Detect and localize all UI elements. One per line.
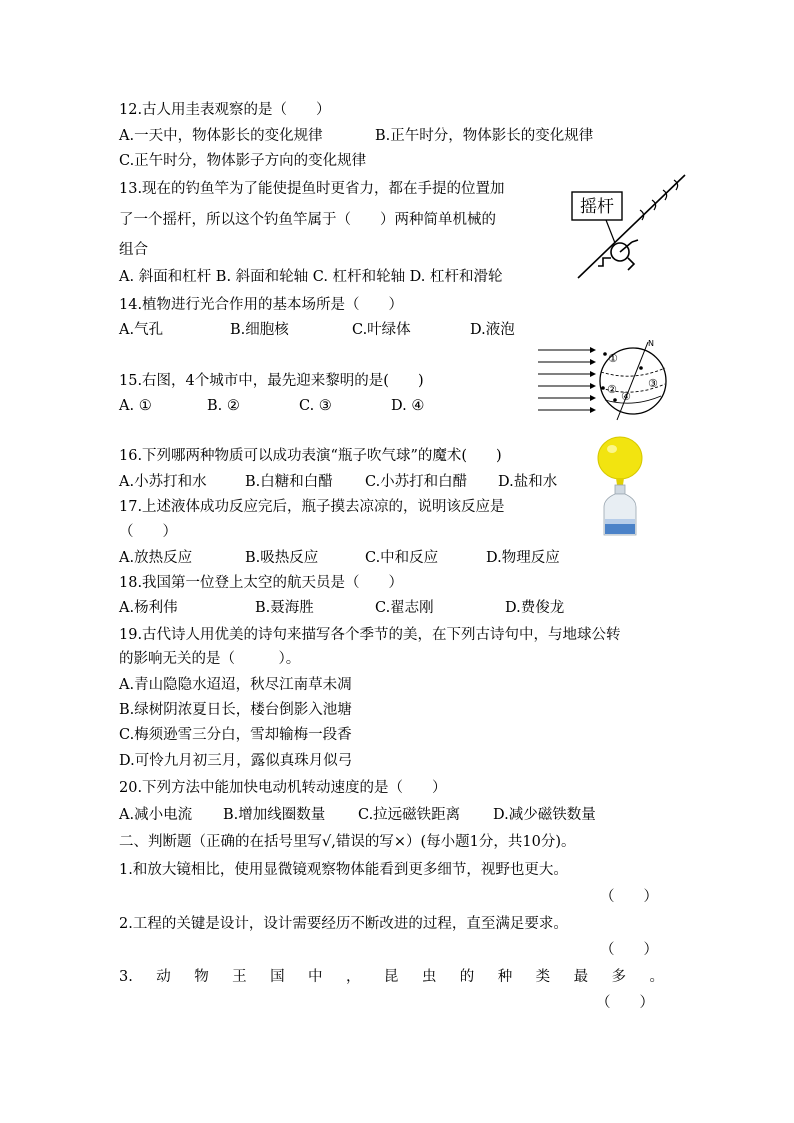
- q20-option-a: A.减小电流: [119, 807, 193, 823]
- q17-option-a: A.放热反应: [119, 550, 193, 566]
- judgement-2: 2.工程的关键是设计，设计需要经历不断改进的过程，直至满足要求。: [119, 916, 568, 932]
- judgement-3-char: 虫: [421, 969, 437, 985]
- q18-stem: 18.我国第一位登上太空的航天员是（ ）: [119, 575, 404, 591]
- q17-option-b: B.吸热反应: [245, 550, 319, 566]
- q12-stem: 12.古人用圭表观察的是（ ）: [119, 102, 331, 118]
- bottle-balloon-figure: [590, 433, 650, 538]
- q19-stem-line2: 的影响无关的是（ ）。: [119, 651, 301, 667]
- city-3-label: ③: [648, 377, 658, 390]
- north-pole-label: N: [648, 339, 654, 348]
- q20-option-b: B.增加线圈数量: [223, 807, 326, 823]
- q14-option-c: C.叶绿体: [352, 322, 411, 338]
- q20-stem: 20.下列方法中能加快电动机转动速度的是（ ）: [119, 780, 447, 796]
- q13-stem-line2: 了一个摇杆，所以这个钓鱼竿属于（ ）两种简单机械的: [119, 212, 496, 228]
- q13-stem-line3: 组合: [119, 242, 148, 258]
- globe-sunlight-figure: [535, 338, 665, 422]
- q18-option-b: B.聂海胜: [255, 600, 314, 616]
- q18-option-d: D.费俊龙: [505, 600, 565, 616]
- q16-option-c: C.小苏打和白醋: [365, 474, 468, 490]
- q15-stem: 15.右图，4个城市中，最先迎来黎明的是( ): [119, 373, 424, 389]
- judgement-1: 1.和放大镜相比，使用显微镜观察物体能看到更多细节，视野也更大。: [119, 862, 568, 878]
- section2-title: 二、判断题（正确的在括号里写√,错误的写×）(每小题1分，共10分)。: [119, 834, 576, 850]
- judgement-3-char: 中: [308, 969, 323, 985]
- judgement-3-char: 3.: [119, 969, 133, 985]
- judgement-3-char: 最: [573, 969, 589, 985]
- q19-option-d: D.可怜九月初三月，露似真珠月似弓: [119, 753, 353, 769]
- judgement-1-answer-paren: （ ）: [600, 889, 658, 905]
- q17-stem-line2: （ ）: [119, 524, 177, 540]
- judgement-3-char: 物: [194, 969, 209, 985]
- judgement-2-answer-paren: （ ）: [600, 942, 658, 958]
- label-pointer: [606, 220, 615, 243]
- q13-options: A. 斜面和杠杆 B. 斜面和轮轴 C. 杠杆和轮轴 D. 杠杆和滑轮: [119, 269, 503, 285]
- q12-option-b: B.正午时分，物体影长的变化规律: [375, 128, 594, 144]
- crank-label: 摇杆: [580, 197, 614, 217]
- q14-option-b: B.细胞核: [230, 322, 289, 338]
- q16-option-d: D.盐和水: [498, 474, 558, 490]
- q18-option-a: A.杨利伟: [119, 600, 178, 616]
- judgement-3-char: ，: [345, 969, 361, 985]
- q12-option-a: A.一天中，物体影长的变化规律: [119, 128, 323, 144]
- judgement-3-char: 昆: [383, 969, 399, 985]
- city-dot: [613, 398, 617, 402]
- q19-option-a: A.青山隐隐水迢迢，秋尽江南草未凋: [119, 677, 352, 693]
- q15-option-b: B. ②: [207, 398, 240, 414]
- q14-option-d: D.液泡: [470, 322, 515, 338]
- judgement-3-char: 的: [459, 969, 475, 985]
- city-dot: [601, 386, 605, 390]
- q14-option-a: A.气孔: [119, 322, 164, 338]
- city-4-label: ④: [621, 390, 631, 403]
- q19-option-c: C.梅须逊雪三分白，雪却输梅一段香: [119, 727, 352, 743]
- judgement-3-char: 类: [535, 969, 551, 985]
- judgement-3-char: 王: [232, 969, 247, 985]
- q15-option-d: D. ④: [391, 398, 425, 414]
- q20-option-d: D.减少磁铁数量: [493, 807, 596, 823]
- q13-stem-line1: 13.现在的钓鱼竿为了能使提鱼时更省力，都在手提的位置加: [119, 181, 505, 197]
- q12-option-c: C.正午时分，物体影子方向的变化规律: [119, 153, 367, 169]
- q20-option-c: C.拉远磁铁距离: [358, 807, 461, 823]
- q16-option-a: A.小苏打和水: [119, 474, 207, 490]
- judgement-3-answer-paren: （ ）: [596, 995, 654, 1011]
- city-2-label: ②: [607, 383, 617, 396]
- judgement-3-char: 种: [497, 969, 513, 985]
- sunlight-arrows: [538, 350, 595, 410]
- judgement-3-char: 。: [649, 969, 664, 985]
- city-dot: [603, 352, 607, 356]
- q19-option-b: B.绿树阴浓夏日长，楼台倒影入池塘: [119, 702, 352, 718]
- bottle-neck: [615, 485, 625, 494]
- city-dot: [639, 366, 643, 370]
- fishing-rod-figure: [570, 170, 690, 285]
- q17-stem-line1: 17.上述液体成功反应完后，瓶子摸去凉凉的，说明该反应是: [119, 499, 505, 515]
- q16-stem: 16.下列哪两种物质可以成功表演“瓶子吹气球”的魔术( ): [119, 448, 502, 464]
- balloon-icon: [598, 437, 642, 479]
- judgement-3-char: 动: [156, 969, 171, 985]
- crank-handle: [598, 240, 638, 270]
- judgement-3: [119, 967, 664, 987]
- q17-option-c: C.中和反应: [365, 550, 439, 566]
- judgement-3-char: 多: [611, 969, 627, 985]
- q15-option-a: A. ①: [119, 398, 152, 414]
- q14-stem: 14.植物进行光合作用的基本场所是（ ）: [119, 297, 404, 313]
- q17-option-d: D.物理反应: [486, 550, 560, 566]
- q18-option-c: C.翟志刚: [375, 600, 434, 616]
- judgement-3-char: 国: [270, 969, 285, 985]
- q16-option-b: B.白糖和白醋: [245, 474, 333, 490]
- q15-option-c: C. ③: [299, 398, 332, 414]
- q19-stem-line1: 19.古代诗人用优美的诗句来描写各个季节的美，在下列古诗句中，与地球公转: [119, 627, 621, 643]
- city-1-label: ①: [608, 352, 618, 365]
